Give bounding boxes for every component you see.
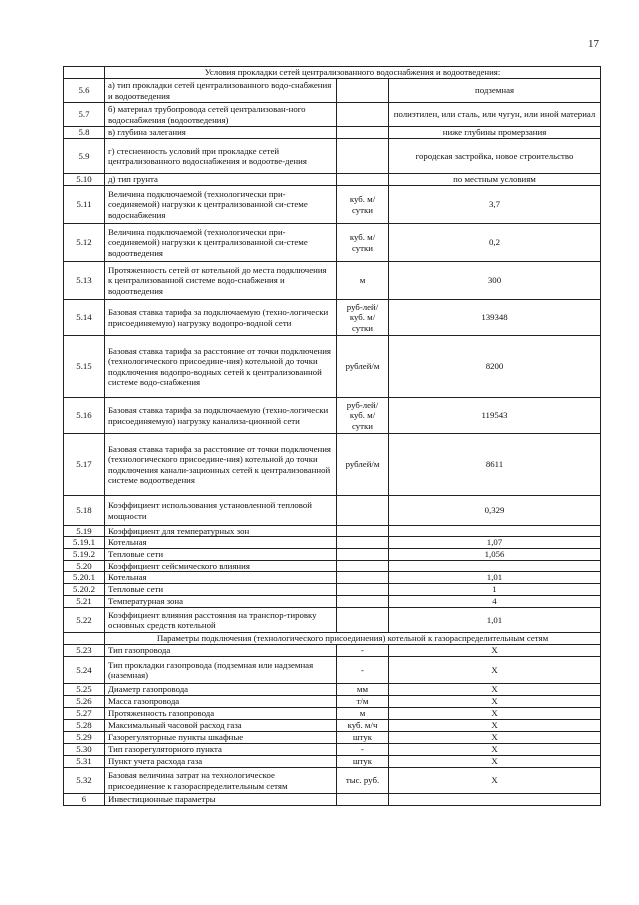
parameter-name: в) глубина залегания: [105, 127, 337, 139]
parameter-name: Протяженность газопровода: [105, 708, 337, 720]
table-row: [64, 496, 601, 526]
value-cell: X: [389, 696, 601, 708]
row-number: 5.22: [64, 608, 105, 633]
unit-cell: [337, 560, 389, 571]
table-row: [64, 548, 601, 560]
value-cell: полиэтилен, или сталь, или чугун, или иной материал: [389, 103, 601, 127]
row-number: 5.29: [64, 732, 105, 744]
parameter-name: Базовая ставка тарифа за подключаемую (техно-логически присоединяемую) нагрузку водопро-водной сети: [105, 300, 337, 336]
unit-cell: -: [337, 645, 389, 657]
row-number: 5.25: [64, 684, 105, 696]
row-number: 5.8: [64, 127, 105, 139]
value-cell: 119543: [389, 398, 601, 434]
row-number: 5.26: [64, 696, 105, 708]
parameter-name: Тип газопровода: [105, 645, 337, 657]
value-cell: 1,056: [389, 548, 601, 560]
parameter-name: Пункт учета расхода газа: [105, 756, 337, 768]
unit-cell: [337, 79, 389, 103]
unit-cell: куб. м/сутки: [337, 186, 389, 224]
parameter-name: Величина подключаемой (технологически при-соединяемой) нагрузки к централизованной си-стеме водоснабжения: [105, 186, 337, 224]
value-cell: X: [389, 756, 601, 768]
row-number: 5.21: [64, 596, 105, 608]
table-row: [64, 645, 601, 657]
row-number: 5.20.1: [64, 572, 105, 584]
table-row: [64, 696, 601, 708]
parameter-name: Базовая ставка тарифа за расстояние от точки подключения (технологического присоедине-ния) котельной до точки подключения канали-зационных сетей к централизованной системе водоотведения: [105, 434, 337, 496]
parameter-name: д) тип грунта: [105, 174, 337, 186]
unit-cell: штук: [337, 732, 389, 744]
value-cell: 4: [389, 596, 601, 608]
unit-cell: [337, 496, 389, 526]
unit-cell: тыс. руб.: [337, 768, 389, 794]
row-number: 5.18: [64, 496, 105, 526]
value-cell: [389, 526, 601, 537]
row-number: 5.24: [64, 657, 105, 684]
parameter-name: г) стесненность условий при прокладке сетей централизованного водоснабжения и водоотве-дения: [105, 139, 337, 174]
unit-cell: -: [337, 744, 389, 756]
table-row: [64, 526, 601, 537]
row-number: 5.27: [64, 708, 105, 720]
table-row: [64, 720, 601, 732]
value-cell: X: [389, 768, 601, 794]
value-cell: 1,01: [389, 572, 601, 584]
row-number: 6: [64, 794, 105, 805]
table-row: [64, 79, 601, 103]
parameter-name: Температурная зона: [105, 596, 337, 608]
value-cell: ниже глубины промерзания: [389, 127, 601, 139]
value-cell: X: [389, 744, 601, 756]
row-number: 5.13: [64, 262, 105, 300]
unit-cell: [337, 584, 389, 596]
table-row: [64, 756, 601, 768]
table-row: [64, 139, 601, 174]
section-header-row: [64, 633, 601, 645]
row-number: [64, 633, 105, 645]
table-row: [64, 336, 601, 398]
parameter-name: Тепловые сети: [105, 584, 337, 596]
row-number: 5.31: [64, 756, 105, 768]
table-row: [64, 103, 601, 127]
row-number: 5.16: [64, 398, 105, 434]
value-cell: X: [389, 720, 601, 732]
value-cell: X: [389, 708, 601, 720]
value-cell: 8200: [389, 336, 601, 398]
unit-cell: куб. м/ч: [337, 720, 389, 732]
value-cell: X: [389, 732, 601, 744]
unit-cell: [337, 127, 389, 139]
parameter-name: Тепловые сети: [105, 548, 337, 560]
table-row: [64, 224, 601, 262]
value-cell: 1: [389, 584, 601, 596]
parameter-name: Коэффициент для температурных зон: [105, 526, 337, 537]
table-row: [64, 572, 601, 584]
table-row: [64, 300, 601, 336]
unit-cell: [337, 103, 389, 127]
unit-cell: рублей/м: [337, 336, 389, 398]
value-cell: 0,329: [389, 496, 601, 526]
parameter-name: Инвестиционные параметры: [105, 794, 337, 805]
unit-cell: -: [337, 657, 389, 684]
table-row: [64, 174, 601, 186]
table-row: [64, 596, 601, 608]
table-row: [64, 398, 601, 434]
row-number: 5.19: [64, 526, 105, 537]
value-cell: [389, 794, 601, 805]
parameter-name: Коэффициент влияния расстояния на транспор-тировку основных средств котельной: [105, 608, 337, 633]
value-cell: 1,01: [389, 608, 601, 633]
value-cell: 0,2: [389, 224, 601, 262]
row-number: 5.28: [64, 720, 105, 732]
section-title: Условия прокладки сетей централизованного водоснабжения и водоотведения:: [105, 67, 601, 79]
value-cell: 3,7: [389, 186, 601, 224]
table-row: [64, 794, 601, 805]
parameter-name: Протяженность сетей от котельной до места подключения к централизованной системе водо-снабжения и водоотведения: [105, 262, 337, 300]
row-number: 5.6: [64, 79, 105, 103]
parameter-name: Коэффициент использования установленной тепловой мощности: [105, 496, 337, 526]
table-row: [64, 262, 601, 300]
parameter-name: Тип газорегуляторного пункта: [105, 744, 337, 756]
value-cell: 139348: [389, 300, 601, 336]
row-number: 5.9: [64, 139, 105, 174]
unit-cell: [337, 526, 389, 537]
table-row: [64, 608, 601, 633]
section-header-row: [64, 67, 601, 79]
row-number: 5.7: [64, 103, 105, 127]
parameter-name: Базовая величина затрат на технологическое присоединение к газораспределительным сетям: [105, 768, 337, 794]
unit-cell: [337, 548, 389, 560]
row-number: [64, 67, 105, 79]
unit-cell: [337, 537, 389, 548]
parameter-name: Базовая ставка тарифа за подключаемую (техно-логически присоединяемую) нагрузку канализа-ционной сети: [105, 398, 337, 434]
unit-cell: куб. м/сутки: [337, 224, 389, 262]
unit-cell: рублей/м: [337, 434, 389, 496]
unit-cell: [337, 139, 389, 174]
value-cell: X: [389, 684, 601, 696]
row-number: 5.14: [64, 300, 105, 336]
value-cell: 8611: [389, 434, 601, 496]
page-number: 17: [588, 38, 599, 50]
row-number: 5.11: [64, 186, 105, 224]
parameter-name: Масса газопровода: [105, 696, 337, 708]
value-cell: по местным условиям: [389, 174, 601, 186]
table-row: [64, 537, 601, 548]
unit-cell: [337, 608, 389, 633]
parameter-name: Максимальный часовой расход газа: [105, 720, 337, 732]
unit-cell: штук: [337, 756, 389, 768]
unit-cell: [337, 174, 389, 186]
row-number: 5.17: [64, 434, 105, 496]
table-row: [64, 560, 601, 571]
row-number: 5.19.2: [64, 548, 105, 560]
value-cell: городская застройка, новое строительство: [389, 139, 601, 174]
table-row: [64, 186, 601, 224]
row-number: 5.30: [64, 744, 105, 756]
row-number: 5.32: [64, 768, 105, 794]
unit-cell: т/м: [337, 696, 389, 708]
unit-cell: руб-лей/куб. м/сутки: [337, 398, 389, 434]
value-cell: 1,07: [389, 537, 601, 548]
row-number: 5.23: [64, 645, 105, 657]
section-title: Параметры подключения (технологического присоединения) котельной к газораспределительным сетям: [105, 633, 601, 645]
table-row: [64, 684, 601, 696]
parameter-name: а) тип прокладки сетей централизованного водо-снабжения и водоотведения: [105, 79, 337, 103]
value-cell: X: [389, 657, 601, 684]
value-cell: подземная: [389, 79, 601, 103]
unit-cell: [337, 596, 389, 608]
table-row: [64, 768, 601, 794]
table-row: [64, 434, 601, 496]
table-row: [64, 732, 601, 744]
parameter-name: Коэффициент сейсмического влияния: [105, 560, 337, 571]
value-cell: 300: [389, 262, 601, 300]
parameter-name: б) материал трубопровода сетей централизован-ного водоснабжения (водоотведения): [105, 103, 337, 127]
row-number: 5.12: [64, 224, 105, 262]
row-number: 5.10: [64, 174, 105, 186]
parameter-name: Котельная: [105, 537, 337, 548]
parameter-name: Котельная: [105, 572, 337, 584]
row-number: 5.19.1: [64, 537, 105, 548]
parameter-name: Тип прокладки газопровода (подземная или надземная (наземная): [105, 657, 337, 684]
unit-cell: руб-лей/куб. м/сутки: [337, 300, 389, 336]
table-row: [64, 657, 601, 684]
unit-cell: м: [337, 708, 389, 720]
unit-cell: м: [337, 262, 389, 300]
row-number: 5.20.2: [64, 584, 105, 596]
row-number: 5.20: [64, 560, 105, 571]
unit-cell: мм: [337, 684, 389, 696]
row-number: 5.15: [64, 336, 105, 398]
parameter-name: Величина подключаемой (технологически при-соединяемой) нагрузки к централизованной си-стеме водоотведения: [105, 224, 337, 262]
parameters-table: [63, 66, 601, 806]
table-row: [64, 584, 601, 596]
parameter-name: Газорегуляторные пункты шкафные: [105, 732, 337, 744]
value-cell: X: [389, 645, 601, 657]
unit-cell: [337, 572, 389, 584]
parameter-name: Диаметр газопровода: [105, 684, 337, 696]
parameter-name: Базовая ставка тарифа за расстояние от точки подключения (технологического присоедине-ния) котельной до точки подключения водопро-водных сетей к централизованной системе водо-снабжения: [105, 336, 337, 398]
value-cell: [389, 560, 601, 571]
table-row: [64, 744, 601, 756]
unit-cell: [337, 794, 389, 805]
table-row: [64, 708, 601, 720]
table-row: [64, 127, 601, 139]
